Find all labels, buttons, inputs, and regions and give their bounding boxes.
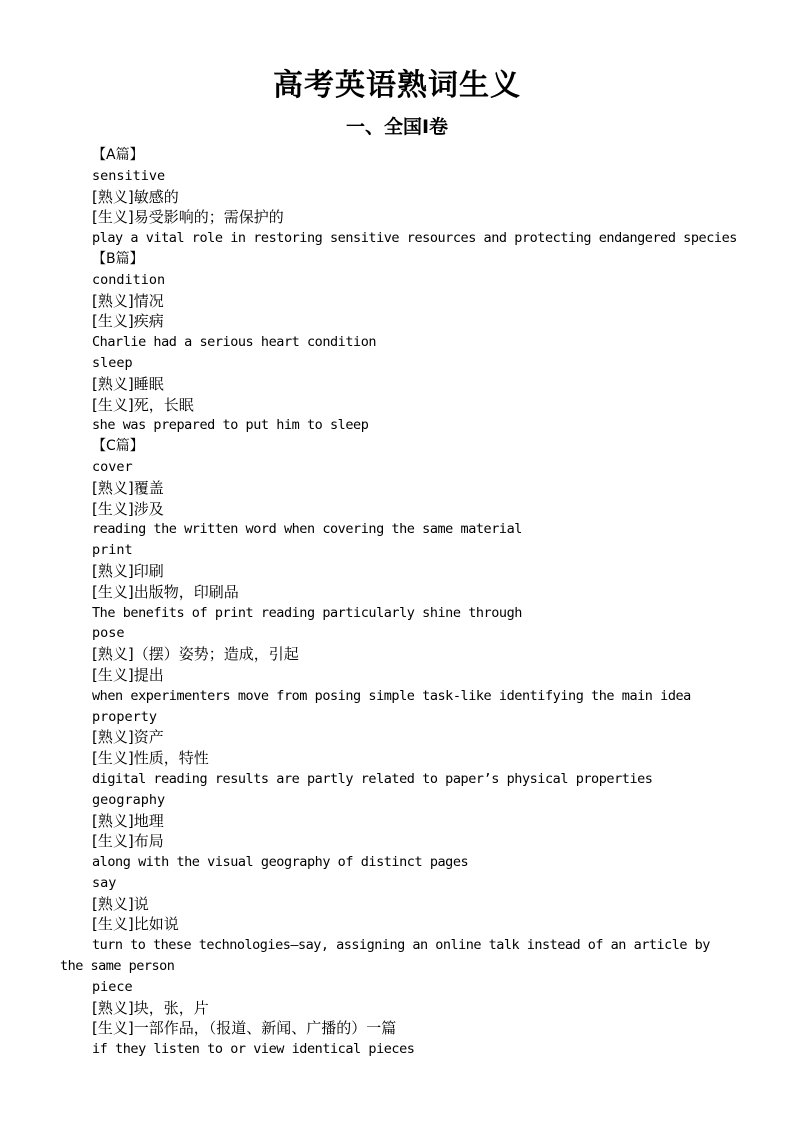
meaning-line: [生义]易受影响的；需保护的 bbox=[92, 208, 284, 227]
meaning-line: [生义]出版物，印刷品 bbox=[92, 582, 239, 601]
meaning-line: [生义]性质，特性 bbox=[92, 749, 209, 768]
vocab-word: condition bbox=[92, 271, 166, 288]
passage-label: 【C篇】 bbox=[92, 438, 144, 455]
example-sentence: play a vital role in restoring sensitive resources and protecting endangered species bbox=[92, 230, 737, 247]
vocabulary-list bbox=[60, 145, 740, 1060]
meaning-line: [生义]死，长眠 bbox=[92, 395, 194, 414]
meaning-line: [生义]疾病 bbox=[92, 312, 164, 331]
meaning-line: [生义]涉及 bbox=[92, 499, 164, 518]
meaning-line: [熟义]情况 bbox=[92, 291, 164, 310]
example-sentence: The benefits of print reading particularly shine through bbox=[92, 604, 522, 621]
meaning-line: [熟义]资产 bbox=[92, 728, 164, 747]
meaning-line: [熟义]睡眠 bbox=[92, 374, 164, 393]
vocab-word: geography bbox=[92, 791, 166, 808]
example-sentence: when experimenters move from posing simple task-like identifying the main idea bbox=[92, 687, 691, 704]
meaning-line: [熟义]（摆）姿势；造成，引起 bbox=[92, 645, 299, 664]
passage-label: 【A篇】 bbox=[92, 147, 144, 163]
example-sentence: she was prepared to put him to sleep bbox=[92, 417, 369, 434]
document-title: 高考英语熟词生义 bbox=[273, 68, 521, 103]
meaning-line: [熟义]块，张，片 bbox=[92, 998, 209, 1017]
meaning-line: [生义]比如说 bbox=[92, 915, 179, 934]
meaning-line: [生义]提出 bbox=[92, 665, 164, 684]
vocab-word: piece bbox=[92, 978, 133, 995]
example-sentence: if they listen to or view identical pieces bbox=[92, 1041, 415, 1058]
section-heading: 一、全国Ⅰ卷 bbox=[345, 116, 449, 138]
meaning-line: [熟义]敏感的 bbox=[92, 187, 179, 206]
meaning-line: [熟义]印刷 bbox=[92, 561, 164, 580]
example-sentence: reading the written word when covering the same material bbox=[92, 521, 522, 538]
example-sentence: digital reading results are partly related to paper’s physical properties bbox=[92, 770, 653, 787]
meaning-line: [熟义]地理 bbox=[92, 811, 164, 830]
vocab-word: sensitive bbox=[92, 167, 166, 184]
vocab-word: print bbox=[92, 542, 133, 559]
vocab-word: say bbox=[92, 874, 117, 891]
meaning-line: [熟义]覆盖 bbox=[92, 478, 164, 497]
meaning-line: [生义]一部作品，（报道、新闻、广播的）一篇 bbox=[92, 1019, 397, 1038]
vocab-word: sleep bbox=[92, 354, 133, 371]
meaning-line: [生义]布局 bbox=[92, 832, 164, 851]
vocab-word: property bbox=[92, 708, 158, 725]
vocab-word: cover bbox=[92, 458, 133, 475]
vocab-word: pose bbox=[92, 625, 125, 642]
example-sentence: Charlie had a serious heart condition bbox=[92, 334, 377, 351]
passage-label: 【B篇】 bbox=[92, 250, 144, 267]
meaning-line: [熟义]说 bbox=[92, 894, 149, 913]
example-sentence: turn to these technologies—say, assigning an online talk instead of an article by the same person bbox=[60, 937, 710, 975]
example-sentence: along with the visual geography of distinct pages bbox=[92, 854, 469, 871]
